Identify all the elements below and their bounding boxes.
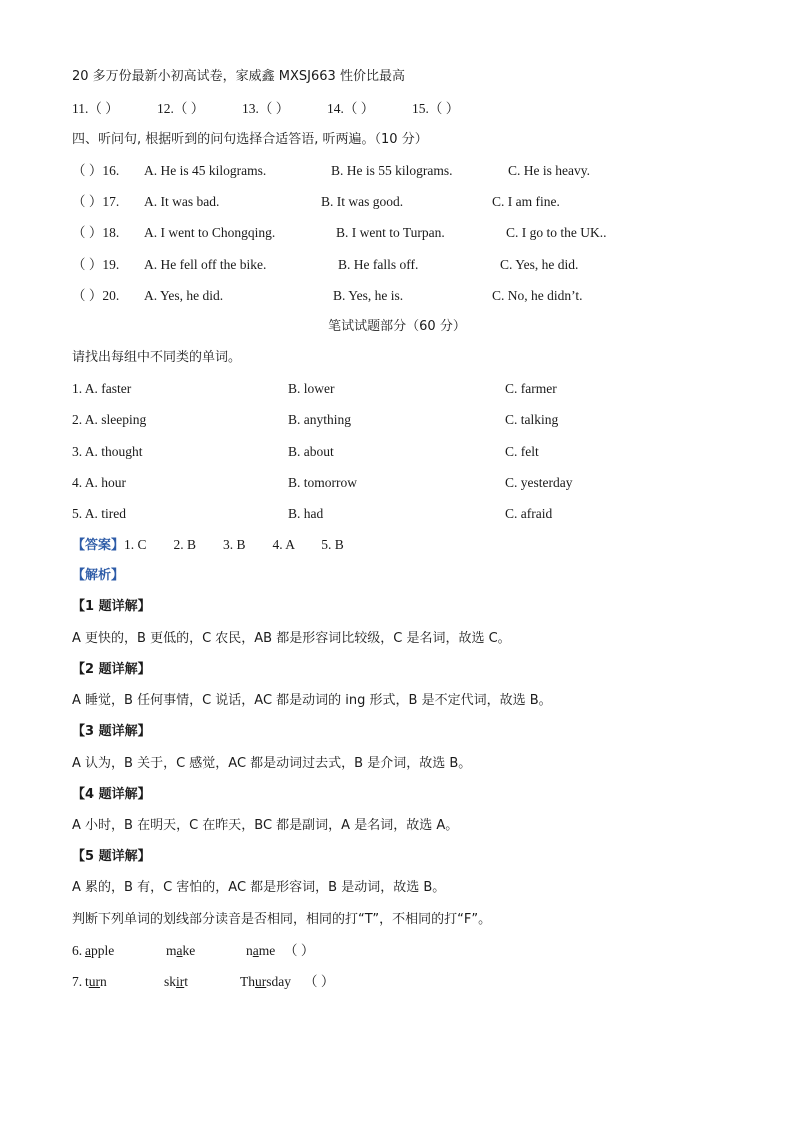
phonics-word-3: Thursday: [240, 974, 291, 989]
header-note: 20 多万份最新小初高试卷，家威鑫 MXSJ663 性价比最高: [72, 69, 405, 84]
underlined-part: ir: [176, 974, 185, 989]
option-c: C. I am fine.: [492, 194, 560, 209]
question-number: （ ）18.: [72, 225, 120, 240]
option-c: C. farmer: [505, 381, 557, 396]
option-c: C. I go to the UK..: [506, 225, 607, 240]
listen-blank-14: 14.（ ）: [327, 101, 375, 116]
phonics-word-2: make: [166, 943, 196, 958]
option-a: A. I went to Chongqing.: [144, 225, 276, 240]
option-b: B. It was good.: [321, 194, 404, 209]
option-a: A. He is 45 kilograms.: [144, 163, 267, 178]
detail-title-3: 【3 题详解】: [72, 724, 151, 739]
phonics-word-3: name: [246, 943, 276, 958]
listen-blank-11: 11.（ ）: [72, 101, 119, 116]
detail-text-1: A 更快的，B 更低的，C 农民，AB 都是形容词比较级，C 是名词，故选 C。: [72, 631, 511, 646]
listen-blank-12: 12.（ ）: [157, 101, 205, 116]
option-a: 2. A. sleeping: [72, 412, 147, 427]
option-b: B. Yes, he is.: [333, 288, 404, 303]
option-b: B. I went to Turpan.: [336, 225, 445, 240]
analysis-label: 【解析】: [72, 568, 125, 583]
option-c: C. talking: [505, 412, 559, 427]
odd-one-title: 请找出每组中不同类的单词。: [72, 350, 242, 365]
option-a: A. Yes, he did.: [144, 288, 224, 303]
phonics-number: 7.: [72, 974, 83, 989]
section4-title: 四、听问句, 根据听到的问句选择合适答语, 听两遍。（10 分）: [72, 132, 428, 147]
detail-text-5: A 累的，B 有，C 害怕的，AC 都是形容词，B 是动词，故选 B。: [72, 880, 446, 895]
detail-title-4: 【4 题详解】: [72, 787, 151, 802]
question-number: （ ）19.: [72, 257, 120, 272]
option-c: C. yesterday: [505, 475, 573, 490]
underlined-part: ur: [88, 974, 101, 989]
written-section-title: 笔试试题部分（60 分）: [328, 319, 466, 334]
option-c: C. No, he didn’t.: [492, 288, 583, 303]
option-a: 4. A. hour: [72, 475, 126, 490]
underlined-part: a: [176, 943, 183, 958]
detail-text-3: A 认为，B 关于，C 感觉，AC 都是动词过去式，B 是介词，故选 B。: [72, 756, 472, 771]
question-number: （ ）17.: [72, 194, 120, 209]
answer-text: 1. C 2. B 3. B 4. A 5. B: [124, 537, 344, 552]
option-c: C. felt: [505, 444, 539, 459]
phonics-word-1: turn: [85, 974, 107, 989]
underlined-part: ur: [255, 974, 267, 989]
answer-blank: （ ）: [304, 974, 335, 989]
option-b: B. about: [288, 444, 334, 459]
option-c: C. afraid: [505, 506, 553, 521]
option-a: A. It was bad.: [144, 194, 220, 209]
underlined-part: a: [85, 943, 91, 958]
detail-title-5: 【5 题详解】: [72, 849, 151, 864]
answer-label: 【答案】: [72, 538, 125, 553]
option-a: 3. A. thought: [72, 444, 143, 459]
answer-line: [72, 536, 344, 555]
question-number: （ ）16.: [72, 163, 120, 178]
option-b: B. anything: [288, 412, 351, 427]
option-b: B. He falls off.: [338, 257, 419, 272]
option-b: B. had: [288, 506, 324, 521]
option-c: C. He is heavy.: [508, 163, 590, 178]
question-number: （ ）20.: [72, 288, 120, 303]
phonics-title: 判断下列单词的划线部分读音是否相同，相同的打“T”，不相同的打“F”。: [72, 912, 492, 927]
option-b: B. He is 55 kilograms.: [331, 163, 453, 178]
listen-blank-15: 15.（ ）: [412, 101, 460, 116]
detail-title-2: 【2 题详解】: [72, 662, 151, 677]
answer-blank: （ ）: [284, 943, 315, 958]
detail-text-2: A 睡觉，B 任何事情，C 说话，AC 都是动词的 ing 形式，B 是不定代词，故选 B。: [72, 693, 552, 708]
phonics-word-2: skirt: [164, 974, 189, 989]
listen-blank-13: 13.（ ）: [242, 101, 290, 116]
phonics-number: 6.: [72, 943, 83, 958]
option-b: B. lower: [288, 381, 335, 396]
option-c: C. Yes, he did.: [500, 257, 579, 272]
option-b: B. tomorrow: [288, 475, 357, 490]
phonics-word-1: apple: [85, 943, 115, 958]
underlined-part: a: [252, 943, 259, 958]
detail-text-4: A 小时，B 在明天，C 在昨天，BC 都是副词，A 是名词，故选 A。: [72, 818, 459, 833]
option-a: 5. A. tired: [72, 506, 126, 521]
detail-title-1: 【1 题详解】: [72, 599, 151, 614]
option-a: 1. A. faster: [72, 381, 132, 396]
option-a: A. He fell off the bike.: [144, 257, 267, 272]
